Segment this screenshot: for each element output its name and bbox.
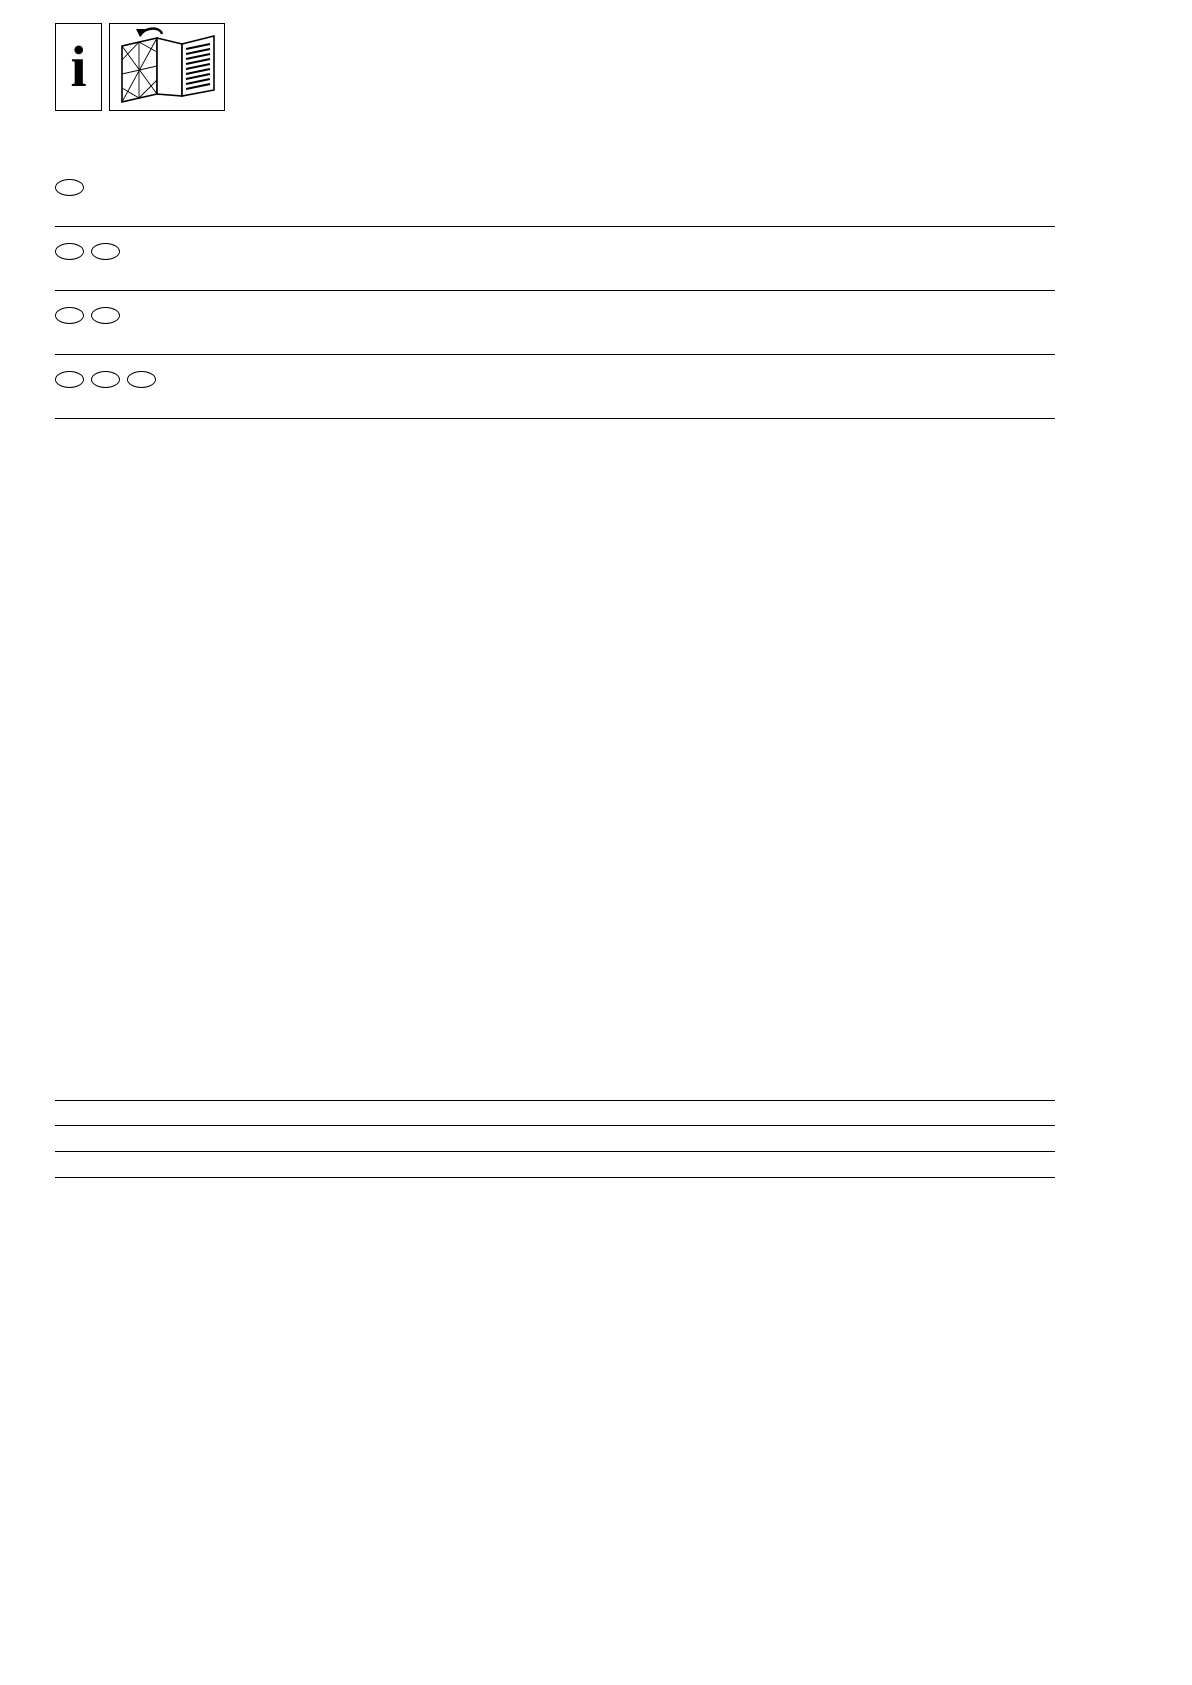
oval-marker-icon: [55, 243, 84, 260]
table-row-label: [55, 1101, 56, 1102]
table-row: [55, 1126, 1055, 1152]
lower-table: [55, 1100, 1055, 1178]
oval-marker-icon: [55, 371, 84, 388]
marker-group: [55, 179, 84, 196]
table-row-label: [55, 355, 56, 356]
table-row-label: [55, 1126, 56, 1127]
table-row-label: [55, 227, 56, 228]
marker-table: [55, 163, 1055, 419]
marker-group: [55, 243, 120, 260]
oval-marker-icon: [55, 179, 84, 196]
table-row-label: [55, 291, 56, 292]
fold-booklet-icon: [109, 23, 225, 111]
table-row: [55, 227, 1055, 291]
table-row: [55, 355, 1055, 419]
table-row-label: [55, 163, 56, 164]
oval-marker-icon: [55, 307, 84, 324]
oval-marker-icon: [127, 371, 156, 388]
table-row: [55, 1100, 1055, 1126]
table-row-label: [55, 1152, 56, 1153]
oval-marker-icon: [91, 307, 120, 324]
header-icon-group: [55, 23, 225, 111]
information-icon: [55, 23, 102, 111]
table-row: [55, 163, 1055, 227]
oval-marker-icon: [91, 371, 120, 388]
information-icon-glyph: i: [70, 34, 87, 99]
oval-marker-icon: [91, 243, 120, 260]
marker-group: [55, 307, 120, 324]
table-row: [55, 1152, 1055, 1178]
fold-booklet-icon-art: [110, 24, 223, 109]
table-row: [55, 291, 1055, 355]
marker-group: [55, 371, 156, 388]
